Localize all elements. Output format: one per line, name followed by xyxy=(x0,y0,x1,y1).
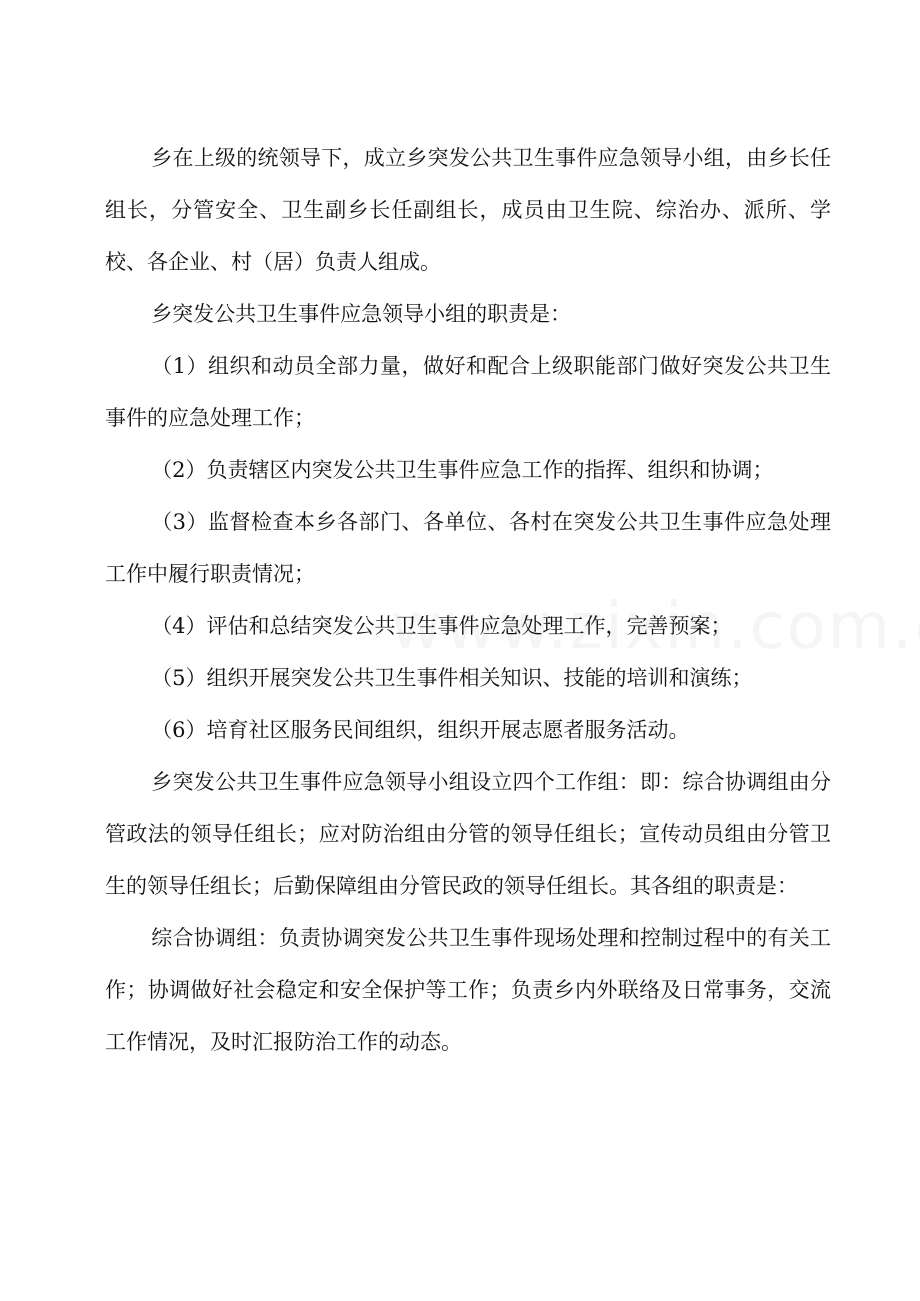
document-body xyxy=(105,132,831,1068)
duty-item-2: （2）负责辖区内突发公共卫生事件应急工作的指挥、组织和协调； xyxy=(151,458,774,482)
paragraph-duties-intro: 乡突发公共卫生事件应急领导小组的职责是： xyxy=(151,302,572,326)
duty-item-6: （6）培育社区服务民间组织，组织开展志愿者服务活动。 xyxy=(151,718,690,742)
duty-item-1: （1）组织和动员全部力量，做好和配合上级职能部门做好突发公共卫生事件的应急处理工作； xyxy=(105,354,831,430)
paragraph-work-groups: 乡突发公共卫生事件应急领导小组设立四个工作组：即：综合协调组由分管政法的领导任组长；应对防治组由分管的领导任组长；宣传动员组由分管卫生的领导任组长；后勤保障组由分管民政的领导任组长。其各组的职责是： xyxy=(105,770,831,898)
paragraph-coordination-group: 综合协调组：负责协调突发公共卫生事件现场处理和控制过程中的有关工作；协调做好社会稳定和安全保护等工作；负责乡内外联络及日常事务，交流工作情况，及时汇报防治工作的动态。 xyxy=(105,926,831,1054)
duty-item-4: （4）评估和总结突发公共卫生事件应急处理工作，完善预案； xyxy=(151,614,732,638)
paragraph-leadership-group: 乡在上级的统领导下，成立乡突发公共卫生事件应急领导小组，由乡长任组长，分管安全、卫生副乡长任副组长，成员由卫生院、综治办、派所、学校、各企业、村（居）负责人组成。 xyxy=(105,146,831,274)
duty-item-5: （5）组织开展突发公共卫生事件相关知识、技能的培训和演练； xyxy=(151,666,753,690)
duty-item-3: （3）监督检查本乡各部门、各单位、各村在突发公共卫生事件应急处理工作中履行职责情况； xyxy=(105,510,831,586)
